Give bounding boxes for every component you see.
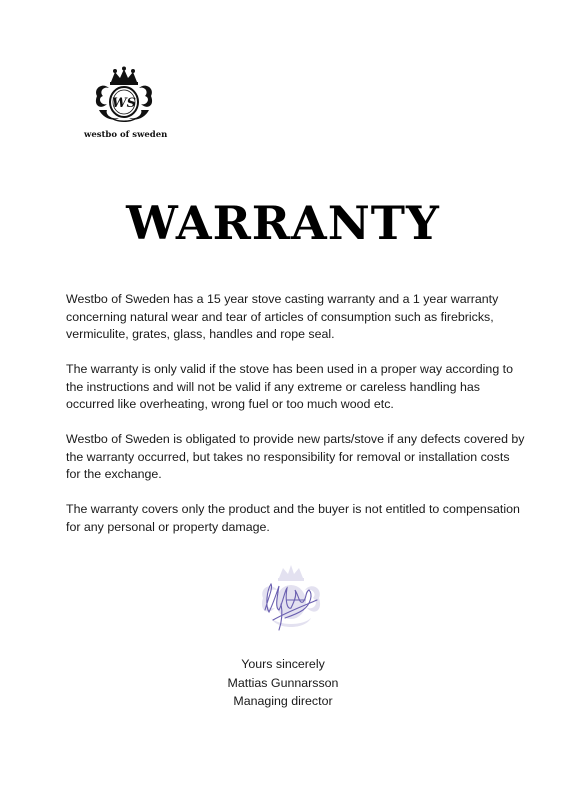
- signature-stamp: [251, 560, 331, 640]
- paragraph: The warranty covers only the product and the buyer is not entitled to compensation for any personal or property damage.: [66, 502, 520, 534]
- salutation: Yours sincerely: [241, 657, 325, 671]
- page-title: WARRANTY: [126, 196, 440, 250]
- closing-block: [0, 655, 566, 711]
- company-logo: [84, 66, 168, 140]
- paragraph: The warranty is only valid if the stove has been used in a proper way according to the instructions and will not be valid if any extreme or careless handling has occurred like overheating, wrong fuel or too much wood etc.: [66, 362, 513, 411]
- company-name: westbo of sweden: [84, 130, 168, 140]
- paragraph: Westbo of Sweden is obligated to provide new parts/stove if any defects covered by the warranty occurred, but takes no responsibility for removal or installation costs for the exchange.: [66, 432, 525, 481]
- signer-role: Managing director: [233, 694, 333, 708]
- signature-stamp-icon: [251, 560, 331, 640]
- signer-name: Mattias Gunnarsson: [227, 675, 339, 690]
- paragraph: Westbo of Sweden has a 15 year stove casting warranty and a 1 year warranty concerning natural wear and tear of articles of consumption such as firebricks, vermiculite, grates, glass, handles and rope seal.: [66, 292, 499, 341]
- warranty-body: [66, 291, 526, 554]
- crown-crest-icon: [89, 66, 159, 128]
- logo-monogram: WS: [112, 96, 136, 111]
